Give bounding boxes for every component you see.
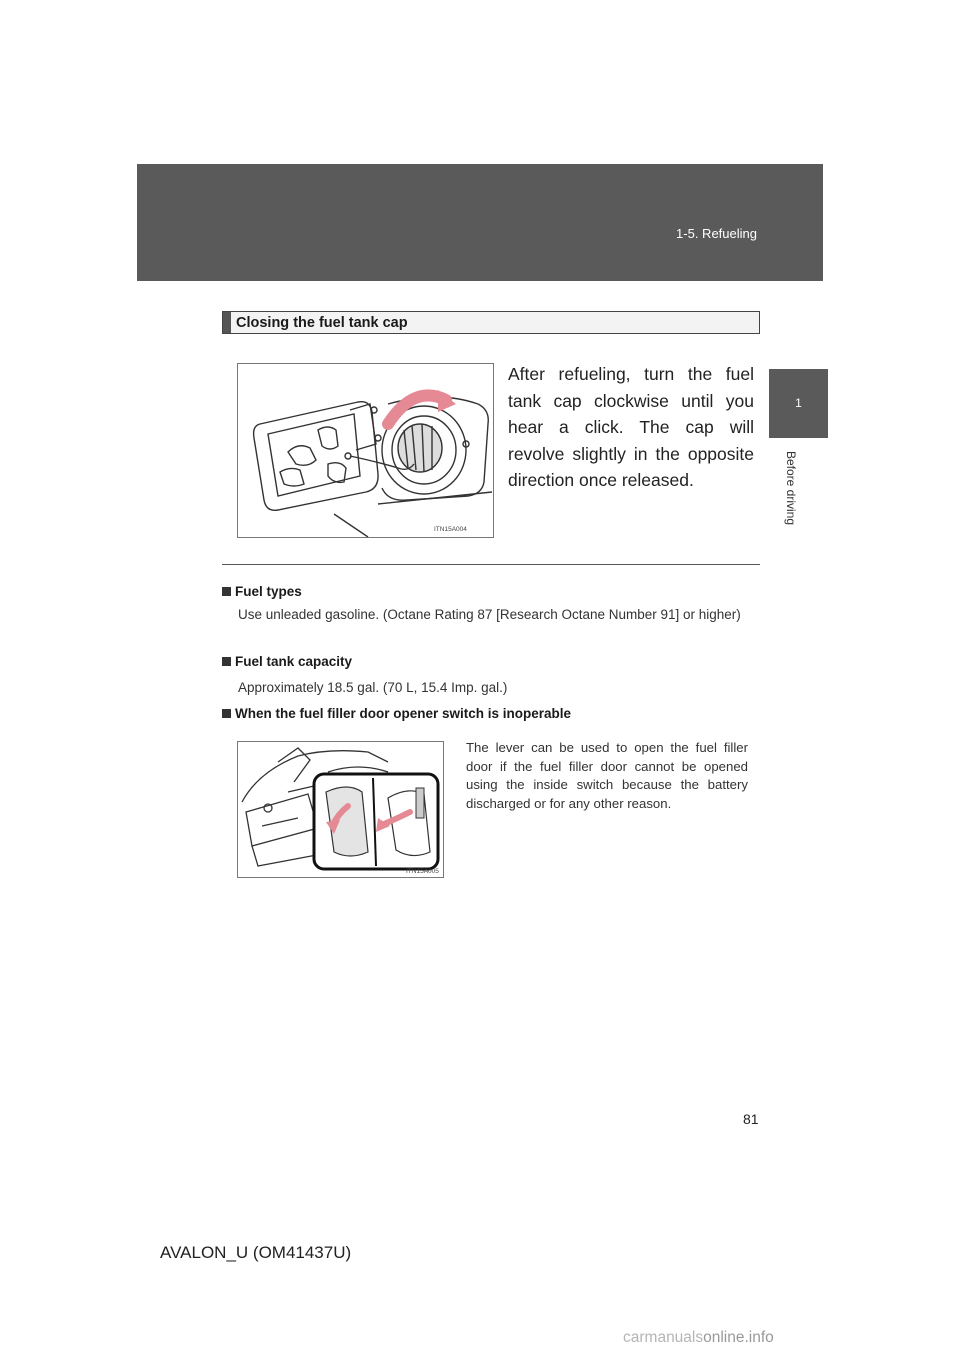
chapter-number: 1 [795, 396, 802, 410]
lever-drawing [238, 742, 443, 877]
model-code: AVALON_U (OM41437U) [160, 1243, 352, 1262]
watermark-domain: online.info [703, 1329, 774, 1346]
section-title-box [222, 311, 760, 334]
watermark[interactable] [623, 1329, 774, 1347]
page-number: 81 [743, 1111, 759, 1127]
note-heading-text: Fuel tank capacity [235, 654, 353, 669]
note-heading-tank-capacity [222, 654, 352, 669]
lever-illustration [237, 741, 444, 878]
figure-code: ITN15A005 [406, 868, 439, 875]
note-heading-text: When the fuel filler door opener switch is inoperable [235, 706, 572, 721]
figure-code: ITN15A004 [434, 526, 467, 533]
note-body-fuel-types: Use unleaded gasoline. (Octane Rating 87 [Research Octane Number 91] or higher) [238, 607, 741, 622]
note-heading-opener-switch [222, 706, 571, 721]
square-bullet-icon [222, 657, 231, 666]
chapter-label: Before driving [784, 450, 798, 526]
square-bullet-icon [222, 709, 231, 718]
note-body-tank-capacity: Approximately 18.5 gal. (70 L, 15.4 Imp. gal.) [238, 680, 508, 695]
notes-divider [222, 564, 760, 565]
chapter-tab[interactable] [769, 369, 828, 438]
header-section-title: 1-5. Refueling [676, 226, 757, 241]
fuel-cap-drawing [238, 364, 493, 537]
section-body: After refueling, turn the fuel tank cap clockwise until you hear a click. The cap will revolve slightly in the opposite direction once released. [508, 364, 754, 490]
section-title-bar [223, 312, 231, 333]
square-bullet-icon [222, 587, 231, 596]
header-band [137, 164, 823, 281]
note-body-opener-switch: The lever can be used to open the fuel filler door if the fuel filler door cannot be opened using the inside switch because the battery discharged or for any other reason. [466, 740, 748, 811]
section-title: Closing the fuel tank cap [236, 315, 408, 331]
fuel-cap-illustration [237, 363, 494, 538]
note-heading-text: Fuel types [235, 584, 302, 599]
note-heading-fuel-types [222, 584, 302, 599]
watermark-brand: carmanuals [623, 1329, 704, 1346]
